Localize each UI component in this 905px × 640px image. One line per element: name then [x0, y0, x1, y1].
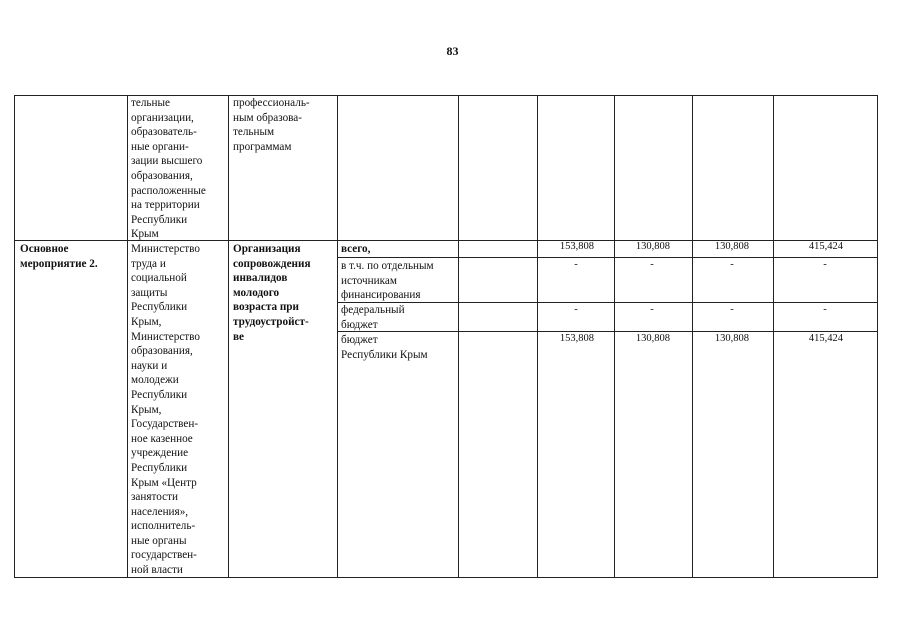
text-line: Республики [131, 213, 188, 226]
value-cell: - [650, 304, 654, 315]
text-line: Основное [20, 243, 69, 255]
text-line: ное казенное [131, 432, 193, 445]
text-line: программам [233, 140, 292, 153]
text-line: Министерство [131, 330, 200, 343]
source-total-label [341, 242, 370, 257]
text-line: занятости [131, 491, 178, 504]
value-cell: - [823, 259, 827, 270]
text-line: науки и [131, 359, 168, 372]
text-line: Республики Крым [341, 348, 428, 361]
value-cell: - [730, 259, 734, 270]
text-line: на территории [131, 199, 200, 212]
text-line: сопровождения [233, 257, 311, 270]
text-line: ве [233, 330, 245, 343]
activity-title [20, 242, 98, 271]
text-line: Крым [131, 228, 159, 241]
column-divider [614, 95, 615, 578]
text-line: Республики [131, 461, 188, 474]
text-line: ным образова- [233, 111, 302, 124]
text-line: молодежи [131, 374, 179, 387]
column-divider [537, 95, 538, 578]
source-crimea-budget-label [341, 333, 428, 362]
text-line: Крым, [131, 403, 162, 416]
text-line: образования, [131, 169, 193, 182]
value-cell: - [574, 304, 578, 315]
text-line: труда и [131, 257, 166, 270]
value-cell: 130,808 [635, 241, 670, 252]
column-divider [692, 95, 693, 578]
subrow-divider [337, 257, 878, 258]
text-line: защиты [131, 286, 168, 299]
column-divider [228, 95, 229, 578]
text-line: молодого [233, 286, 280, 299]
subrow-divider [337, 331, 878, 332]
text-line: Организация [233, 243, 301, 255]
source-federal-label [341, 303, 405, 332]
text-line: Крым, [131, 315, 162, 328]
value-cell: - [730, 304, 734, 315]
text-line: инвалидов [233, 272, 288, 285]
text-line: тельные [131, 97, 171, 109]
text-line: социальной [131, 272, 187, 285]
text-line: Крым «Центр [131, 476, 197, 489]
activity-name [233, 242, 311, 344]
program-name-continuation [233, 96, 310, 154]
text-line: расположенные [131, 184, 206, 197]
text-line: возраста при [233, 301, 299, 314]
page-number: 83 [446, 44, 459, 58]
text-line: бюджет [341, 318, 378, 331]
column-divider [337, 95, 338, 578]
value-cell: 153,808 [559, 333, 594, 344]
text-line: в т.ч. по отдельным [341, 260, 434, 272]
text-line: организации, [131, 111, 194, 124]
text-line: Республики [131, 388, 188, 401]
text-line: образователь- [131, 126, 197, 139]
text-line: государствен- [131, 549, 197, 562]
executors-list [131, 242, 200, 578]
column-divider [458, 95, 459, 578]
text-line: мероприятие 2. [20, 257, 98, 270]
text-line: Республики [131, 301, 188, 314]
value-cell: 153,808 [559, 241, 594, 252]
text-line: профессиональ- [233, 97, 310, 109]
text-line: ной власти [131, 564, 183, 577]
source-by-sources-label [341, 259, 434, 303]
value-cell: - [650, 259, 654, 270]
text-line: ные органи- [131, 140, 189, 153]
text-line: исполнитель- [131, 520, 196, 533]
text-line: финансирования [341, 289, 421, 302]
text-line: тельным [233, 126, 275, 139]
value-cell: - [574, 259, 578, 270]
value-cell: 415,424 [808, 333, 843, 344]
text-line: ные органы [131, 534, 187, 547]
text-line: федеральный [341, 304, 405, 316]
text-line: Государствен- [131, 418, 199, 431]
value-cell: 130,808 [714, 333, 749, 344]
text-line: образования, [131, 345, 193, 358]
executors-continuation [131, 96, 206, 242]
text-line: всего, [341, 243, 371, 255]
table-border-left [14, 95, 15, 578]
value-cell: - [823, 304, 827, 315]
text-line: населения», [131, 505, 189, 518]
value-cell: 415,424 [808, 241, 843, 252]
text-line: трудоустройст- [233, 315, 309, 328]
value-cell: 130,808 [635, 333, 670, 344]
text-line: зации высшего [131, 155, 203, 168]
column-divider [773, 95, 774, 578]
text-line: источникам [341, 274, 397, 287]
text-line: учреждение [131, 447, 189, 460]
column-divider [127, 95, 128, 578]
text-line: бюджет [341, 334, 378, 346]
table-border-right [877, 95, 878, 578]
value-cell: 130,808 [714, 241, 749, 252]
text-line: Министерство [131, 243, 200, 255]
